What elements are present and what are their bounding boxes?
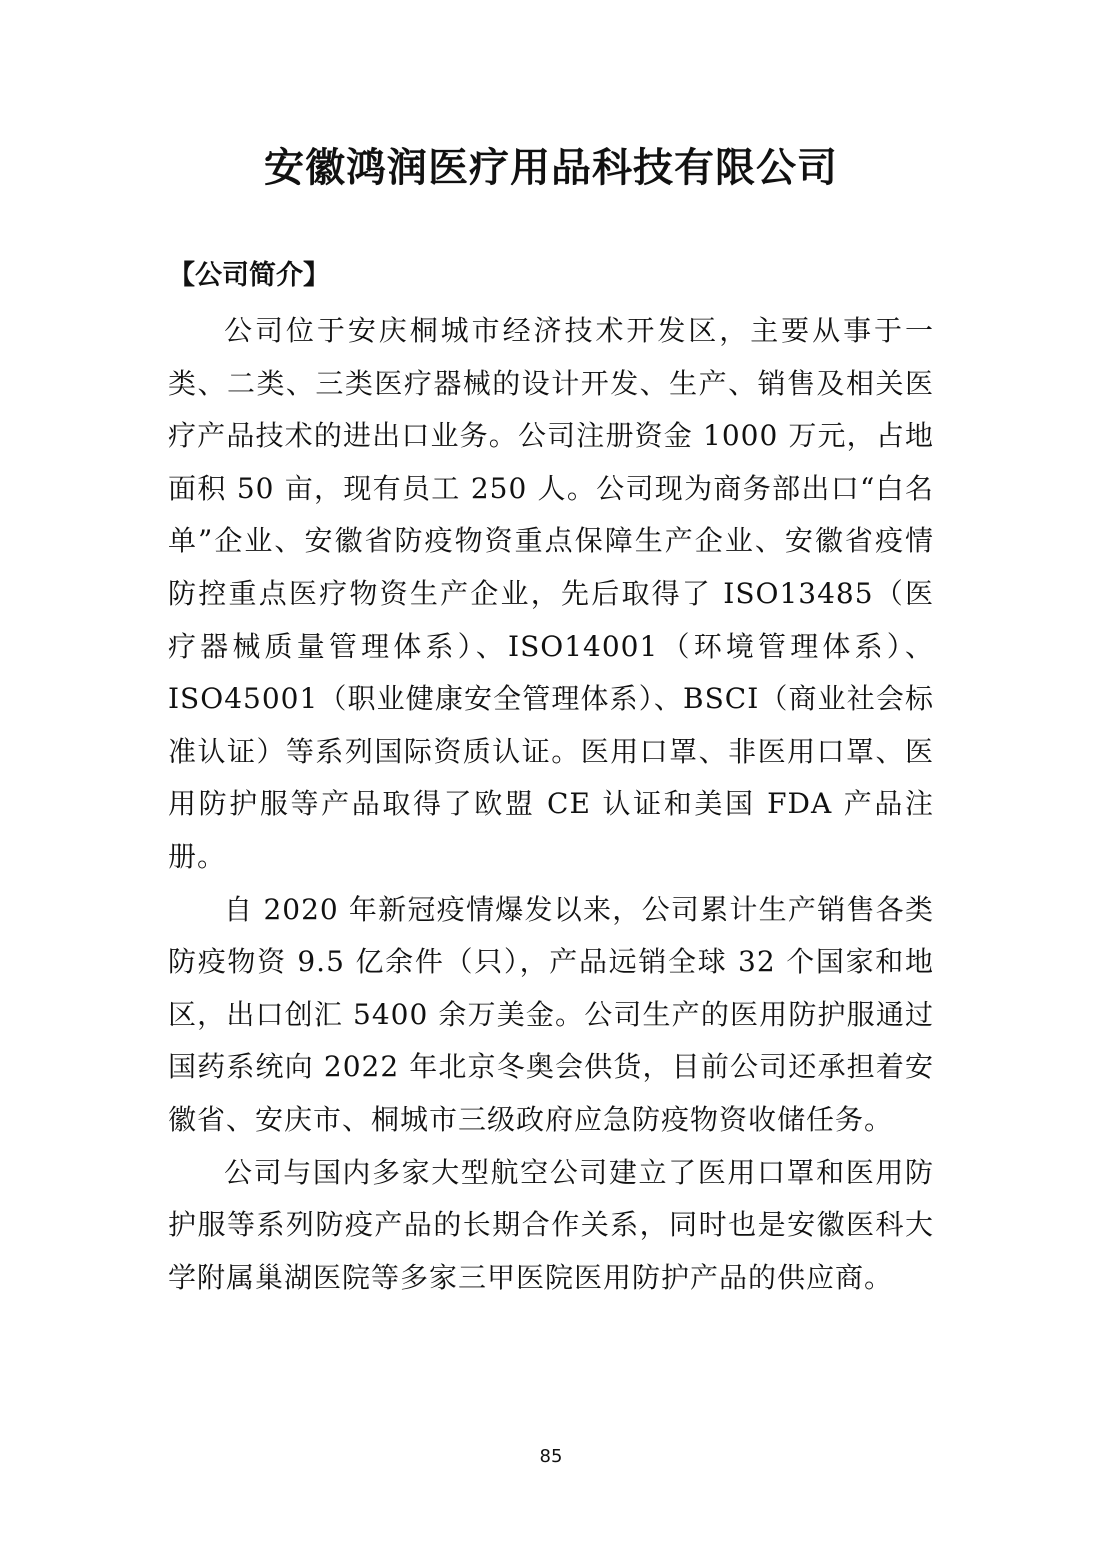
paragraph-partners: 公司与国内多家大型航空公司建立了医用口罩和医用防护服等系列防疫产品的长期合作关系，同时也是安徽医科大学附属巢湖医院等多家三甲医院医用防护产品的供应商。 [168, 1155, 934, 1294]
page-number: 85 [539, 1446, 563, 1467]
body-text [168, 305, 934, 1304]
section-heading: 【公司简介】 [168, 260, 330, 291]
document-title: 安徽鸿润医疗用品科技有限公司 [264, 144, 838, 191]
paragraph-intro: 公司位于安庆桐城市经济技术开发区，主要从事于一类、二类、三类医疗器械的设计开发、生产、销售及相关医疗产品技术的进出口业务。公司注册资金 1000 万元，占地面积 50 亩，现有员工 250 人。公司现为商务部出口“白名单”企业、安徽省防疫物资重点保障生产企业、安徽省疫情防控重点医疗物资生产企业，先后取得了 ISO13485（医疗器械质量管理体系）、ISO14001（环境管理体系）、ISO45001（职业健康安全管理体系）、BSCI（商业社会标准认证）等系列国际资质认证。医用口罩、非医用口罩、医用防护服等产品取得了欧盟 CE 认证和美国 FDA 产品注册。 [168, 314, 934, 873]
paragraph-pandemic: 自 2020 年新冠疫情爆发以来，公司累计生产销售各类防疫物资 9.5 亿余件（只），产品远销全球 32 个国家和地区，出口创汇 5400 余万美金。公司生产的医用防护服通过国药系统向 2022 年北京冬奥会供货，目前公司还承担着安徽省、安庆市、桐城市三级政府应急防疫物资收储任务。 [168, 892, 934, 1136]
